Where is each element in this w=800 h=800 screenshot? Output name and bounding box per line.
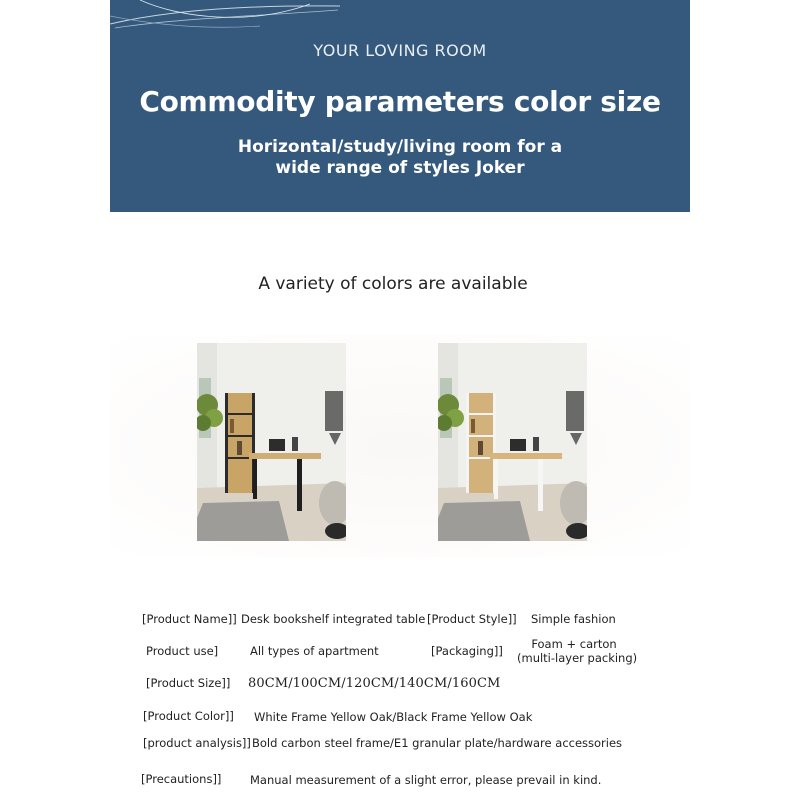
product-size-value: 80CM/100CM/120CM/140CM/160CM [248,676,501,691]
banner-tagline: YOUR LOVING ROOM [313,41,487,60]
packaging-value-line1: Foam + carton [531,637,617,651]
packaging-label: [Packaging]] [431,644,503,658]
product-style-value: Simple fashion [531,612,616,626]
product-color-value: White Frame Yellow Oak/Black Frame Yellow Oak [254,710,533,724]
product-name-label: [Product Name]] [142,612,237,626]
colors-heading: A variety of colors are available [258,274,528,294]
product-analysis-value: Bold carbon steel frame/E1 granular plate/hardware accessories [252,736,623,750]
product-size-label: [Product Size]] [146,676,231,690]
product-style-label: [Product Style]] [427,612,517,626]
banner-title: Commodity parameters color size [139,85,661,118]
product-use-value: All types of apartment [250,644,379,658]
precautions-label: [Precautions]] [141,772,222,786]
product-name-value: Desk bookshelf integrated table [241,612,426,626]
product-use-label: Product use] [146,644,219,658]
product-analysis-label: [product analysis]] [143,736,251,750]
packaging-value-line2: (multi-layer packing) [517,651,638,665]
product-color-label: [Product Color]] [143,709,234,723]
banner-subtitle: Horizontal/study/living room for a wide range of styles Joker [237,137,563,178]
precautions-value: Manual measurement of a slight error, please prevail in kind. [250,773,602,787]
